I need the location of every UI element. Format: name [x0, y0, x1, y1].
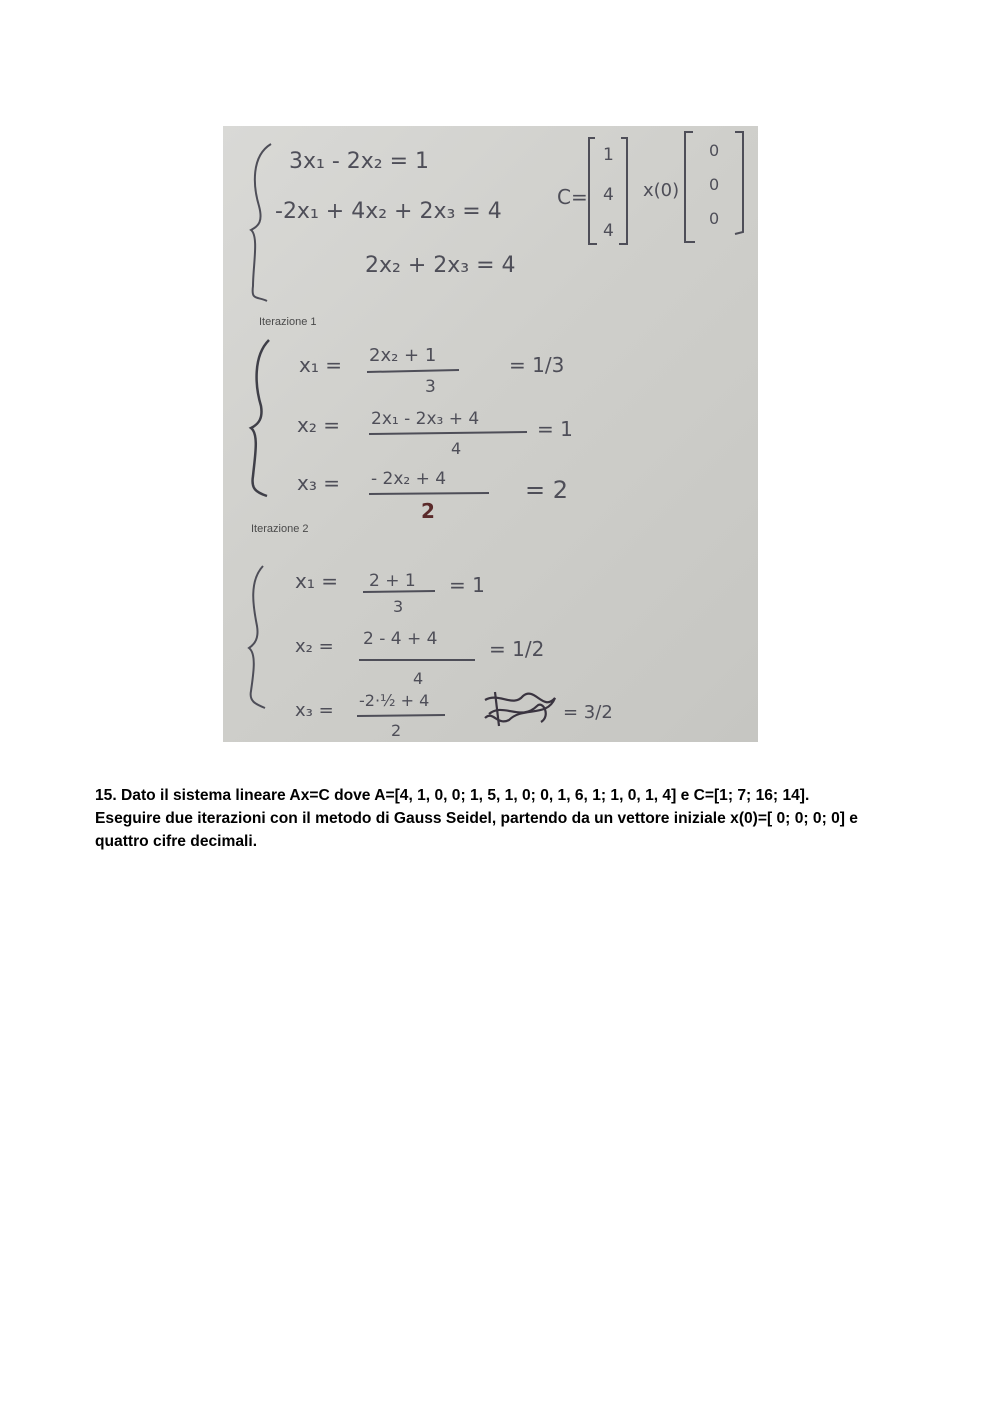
- iter1-x2-res: = 1: [537, 417, 573, 441]
- x0-bracket-left: [685, 132, 695, 242]
- iter1-brace: [251, 340, 269, 496]
- iter2-x1-den: 3: [393, 597, 404, 616]
- c-value-3: 4: [603, 221, 614, 241]
- iter1-x1-num: 2x₂ + 1: [369, 345, 437, 366]
- iter1-x2-fraction-bar: [369, 432, 527, 434]
- iter2-x2-den: 4: [413, 669, 424, 688]
- handwriting-canvas: [223, 126, 758, 742]
- c-label: C=: [557, 185, 588, 209]
- exercise-15-text: [95, 784, 925, 853]
- iter2-x1-res: = 1: [449, 573, 485, 597]
- iter2-x1-num: 2 + 1: [369, 571, 416, 591]
- iter1-x1-res: = 1/3: [509, 353, 565, 377]
- c-value-1: 1: [603, 145, 614, 165]
- iter1-x3-res: = 2: [525, 476, 569, 504]
- handwritten-solution-photo: [223, 126, 758, 742]
- iter1-x2-num: 2x₁ - 2x₃ + 4: [371, 409, 480, 429]
- x0-bracket-right: [735, 132, 743, 234]
- iterazione-1-label: Iterazione 1: [259, 316, 317, 328]
- iter2-x3-fraction-bar: [357, 715, 445, 716]
- system-eq1: 3x₁ - 2x₂ = 1: [289, 149, 430, 174]
- iter2-x2-num: 2 - 4 + 4: [363, 629, 438, 649]
- c-bracket-right: [619, 138, 627, 244]
- x0-label: x(0): [643, 180, 680, 201]
- iter2-x1-lhs: x₁ =: [295, 569, 338, 593]
- question-line-3: quattro cifre decimali.: [95, 833, 258, 850]
- c-value-2: 4: [603, 185, 614, 205]
- iter2-x3-res: = 3/2: [563, 702, 613, 723]
- x0-value-2: 0: [709, 175, 720, 194]
- iterazione-2-label: Iterazione 2: [251, 523, 309, 535]
- iter2-x3-lhs: x₃ =: [295, 700, 334, 721]
- x0-value-1: 0: [709, 141, 720, 160]
- iter1-x1-lhs: x₁ =: [299, 353, 342, 377]
- iter1-x3-lhs: x₃ =: [297, 471, 340, 495]
- iter2-x3-scribble: [485, 692, 555, 726]
- iter1-x3-fraction-bar: [369, 493, 489, 494]
- iter1-x3-num: - 2x₂ + 4: [371, 469, 447, 489]
- iter1-x3-den: 2: [421, 499, 435, 523]
- iter2-x3-num: -2·½ + 4: [359, 691, 430, 710]
- system-eq3: 2x₂ + 2x₃ = 4: [365, 253, 516, 278]
- question-line-2: Eseguire due iterazioni con il metodo di Gauss Seidel, partendo da un vettore iniziale x(0)=[ 0; 0; 0; 0] e: [95, 810, 858, 827]
- system-eq2: -2x₁ + 4x₂ + 2x₃ = 4: [275, 199, 502, 224]
- question-line-1: 15. Dato il sistema lineare Ax=C dove A=[4, 1, 0, 0; 1, 5, 1, 0; 0, 1, 6, 1; 1, 0, 1, 4] e C=[1; 7; 16; 14].: [95, 787, 810, 804]
- iter1-x2-den: 4: [451, 439, 462, 458]
- iter2-x2-res: = 1/2: [489, 637, 545, 661]
- system-brace: [251, 144, 271, 301]
- iter1-x1-den: 3: [425, 377, 436, 397]
- iter2-x2-lhs: x₂ =: [295, 636, 334, 657]
- iter2-x1-fraction-bar: [363, 591, 435, 592]
- x0-value-3: 0: [709, 209, 720, 228]
- c-bracket-left: [589, 138, 597, 244]
- iter1-x2-lhs: x₂ =: [297, 413, 340, 437]
- iter2-x3-den: 2: [391, 721, 402, 740]
- iter2-brace: [249, 566, 265, 708]
- iter1-x1-fraction-bar: [367, 370, 459, 372]
